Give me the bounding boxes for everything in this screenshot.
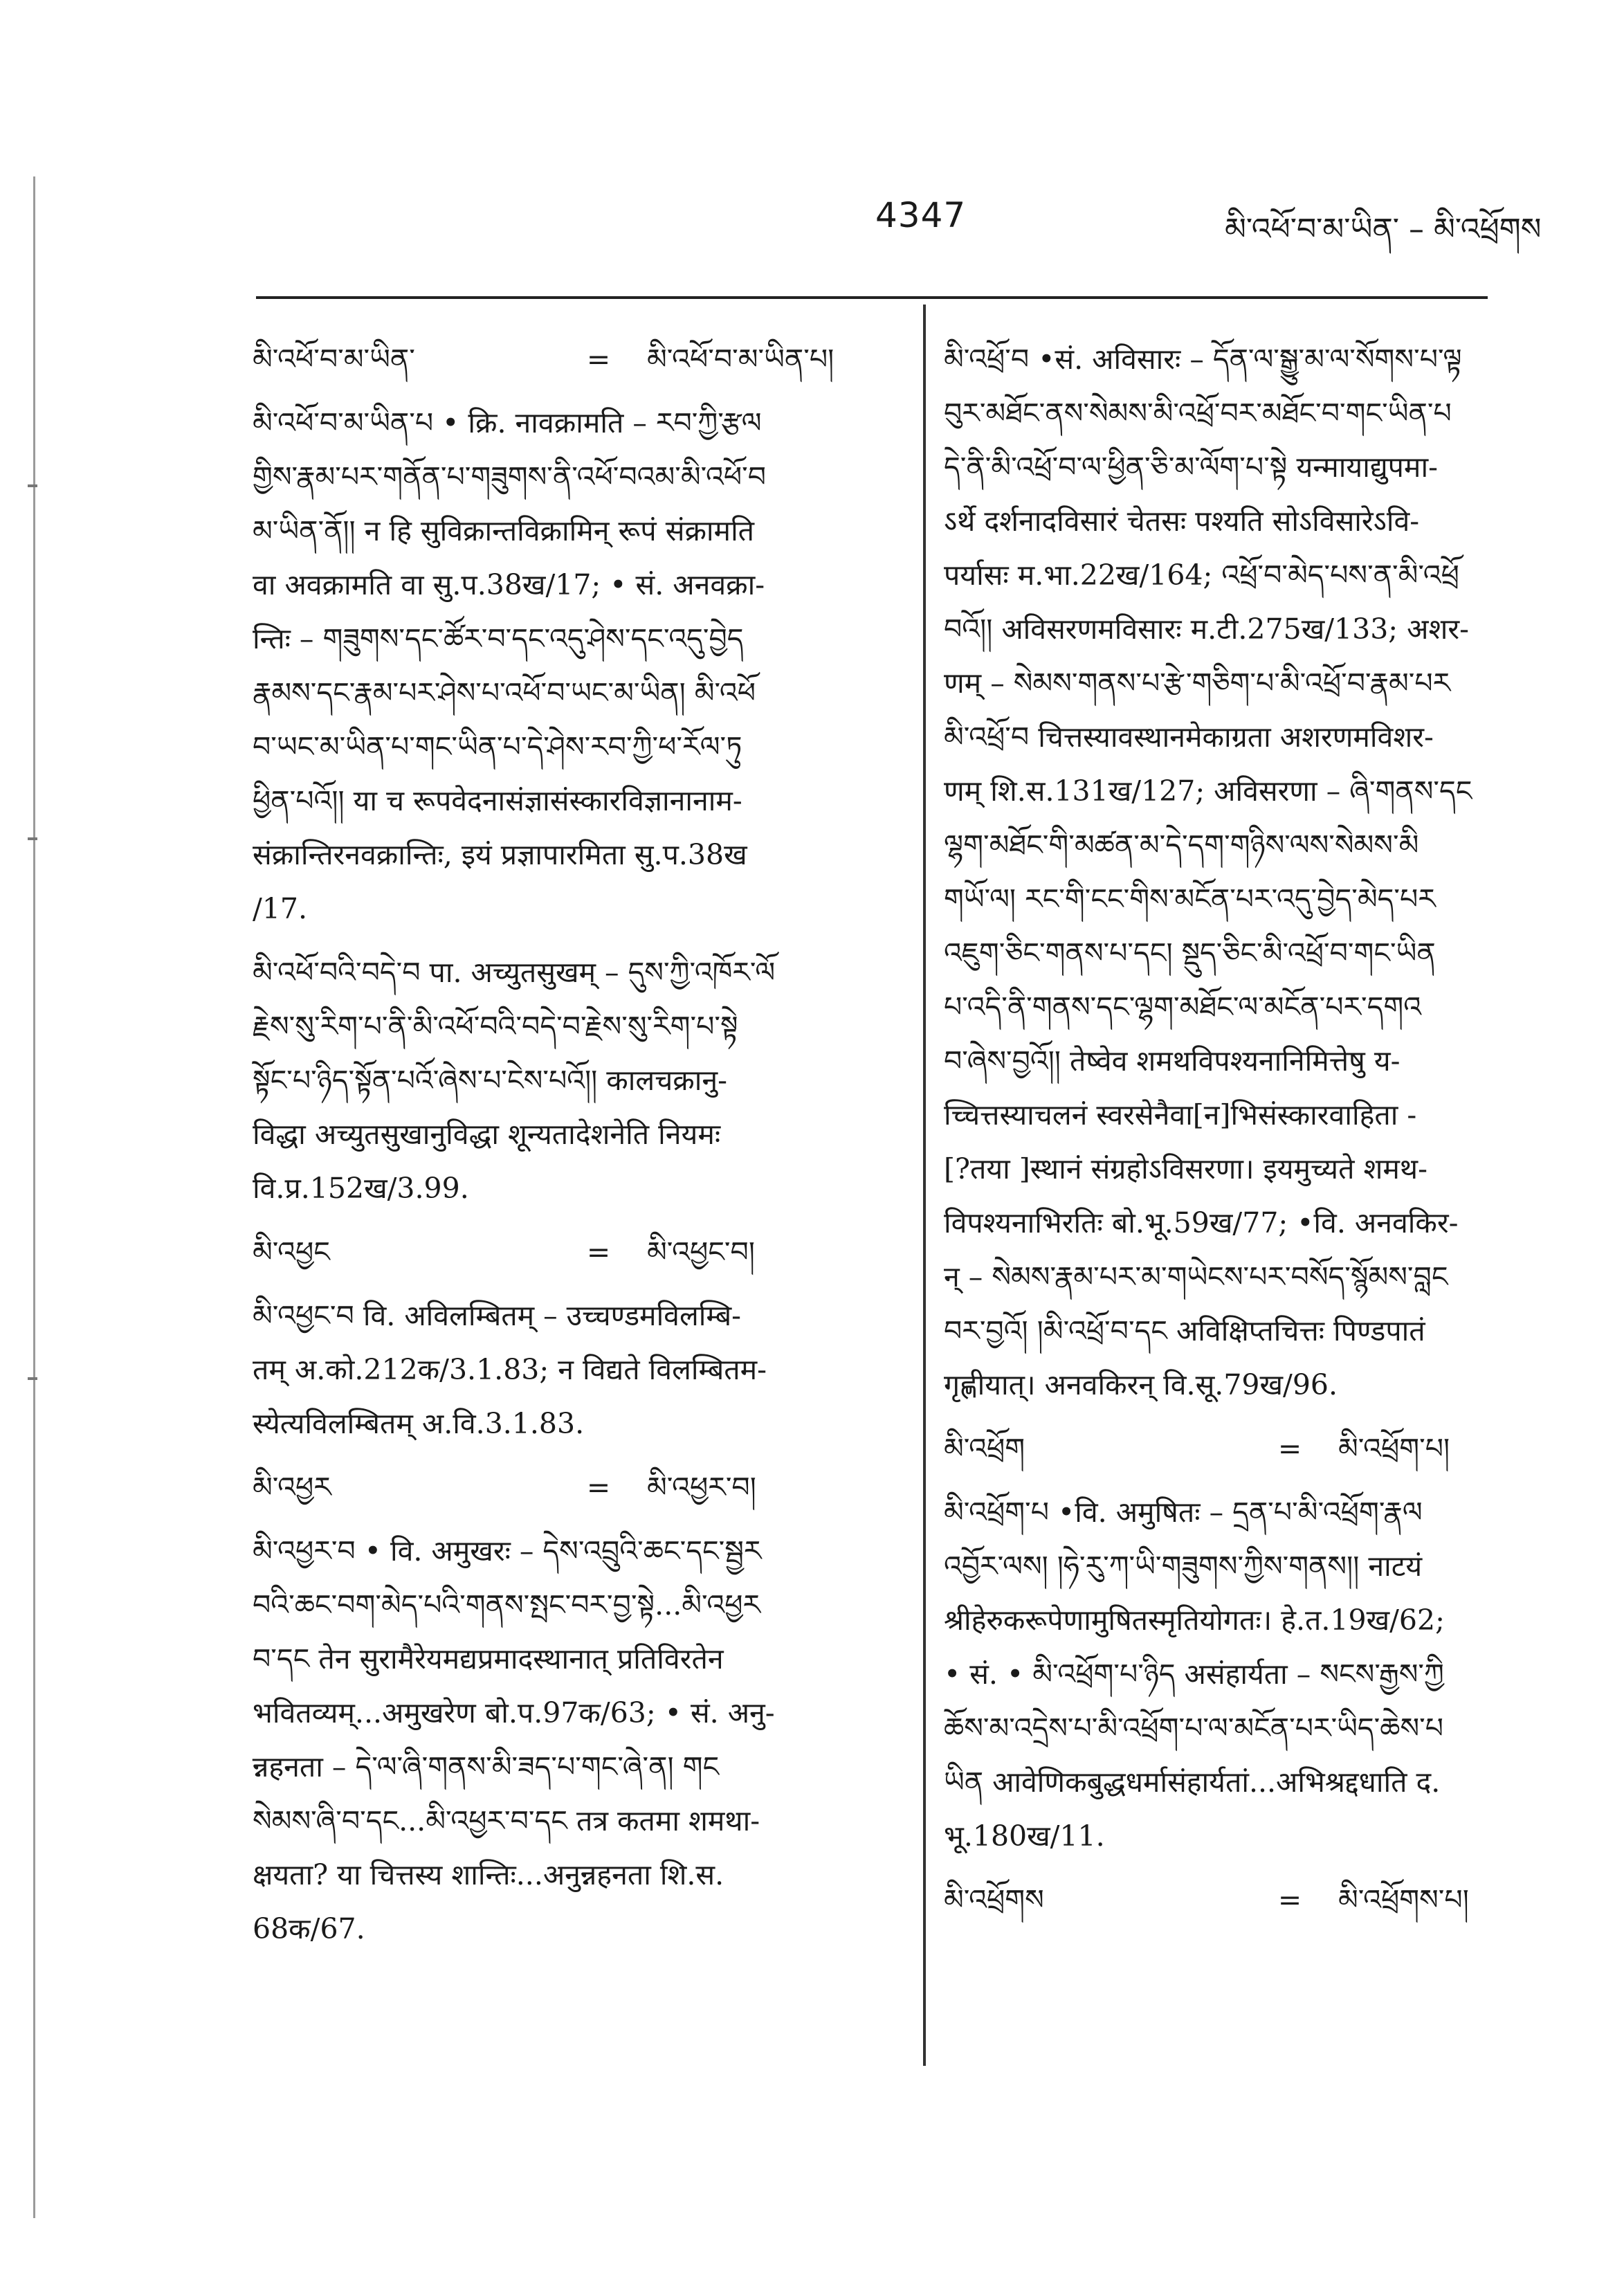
headword: མི་འཕྲོག [944, 1432, 1025, 1465]
column-divider [923, 305, 926, 2066]
left-column [253, 332, 910, 1965]
cross-reference-entry [253, 332, 910, 386]
xref-target: མི་འཕྱར་བ། [647, 1471, 756, 1504]
scan-margin-tick [28, 484, 37, 487]
headword: མི་འཕྲོགས [944, 1883, 1044, 1916]
cross-reference-entry [253, 1460, 910, 1514]
scan-margin-line [33, 176, 35, 2218]
xref-target: མི་འཕྱང་བ། [647, 1235, 755, 1269]
equals-sign: = [586, 1235, 611, 1269]
dictionary-entry: མི་འཕྱར་བ • वि. अमुखरः – དེས་འབྲུའི་ཆང་དང་སྦྱར བའི་ཆང་བག་མེད་པའི་གནས་སྤང་བར་བྱ་སྟེ...མི་འཕྱར བ་དང तेन सुरामैरेयमद्यप्रमादस्थानात् प्रतिविरतेन भवितव्यम्...अमुखरेण बो.प.97क/63; • सं. अनु- न्नहनता – དེ་ལ་ཞི་གནས་མི་ཟད་པ་གང་ཞེ་ན། གང སེམས་ཞི་བ་དང...མི་འཕྱར་བ་དང तत्र कतमा शमथा- क्षयता? या चित्तस्य शान्तिः...अनुन्नहनता शि.स. 68क/67. [253, 1534, 775, 1945]
dictionary-entry: མི་འཕྲོ་བ •सं. अविसारः – དོན་ལ་སྒྱུ་མ་ལ་སོགས་པ་ལྟ བུར་མཐོང་ནས་སེམས་མི་འཕྲོ་བར་མཐོང་བ་གང་ཡིན་པ དེ་ནི་མི་འཕྲོ་བ་ལ་ཕྱིན་ཅི་མ་ལོག་པ་སྟེ यन्मायाद्युपमा- ऽर्थे दर्शनादविसारं चेतसः पश्यति सोऽविसारेऽवि- पर्यासः म.भा.22ख/164; འཕྲོ་བ་མེད་པས་ན་མི་འཕྲོ བའོ།། अविसरणमविसारः म.टी.275ख/133; अशर- णम् – སེམས་གནས་པ་རྩེ་གཅིག་པ་མི་འཕྲོ་བ་རྣམ་པར མི་འཕྲོ་བ चित्तस्यावस्थानमेकाग्रता अशरणमविशर- णम् शि.स.131ख/127; अविसरणा – ཞི་གནས་དང ལྷག་མཐོང་གི་མཚན་མ་དེ་དག་གཉིས་ལས་སེམས་མི གཡོ་ལ། རང་གི་ངང་གིས་མངོན་པར་འདུ་བྱེད་མེད་པར འཇུག་ཅིང་གནས་པ་དང། སྡུད་ཅིང་མི་འཕྲོ་བ་གང་ཡིན པ་འདི་ནི་གནས་དང་ལྷག་མཐོང་ལ་མངོན་པར་དགའ བ་ཞེས་བྱའོ།། तेष्वेव शमथविपश्यनानिमित्तेषु य- च्चित्तस्याचलनं स्वरसेनैवा[न]भिसंस्कारवाहिता - [?तया ]स्थानं संग्रहोऽविसरणा। इयमुच्यते शमथ- विपश्यनाभिरतिः बो.भू.59ख/77; •वि. अनवकिर- न् – སེམས་རྣམ་པར་མ་གཡེངས་པར་བསོད་སྙོམས་བླང བར་བྱའོ། །མི་འཕྲོ་བ་དང अविक्षिप्तचित्तः पिण्डपातं गृह्णीयात्। अनवकिरन् वि.सू.79ख/96. [944, 343, 1472, 1401]
dictionary-entry: མི་འཕོ་བའི་བདེ་བ पा. अच्युतसुखम् – དུས་ཀྱི་འཁོར་ལོ རྗེས་སུ་རིག་པ་ནི་མི་འཕོ་བའི་བདེ་བ་རྗེས་སུ་རིག་པ་སྟེ སྟོང་པ་ཉིད་སྟོན་པའོ་ཞེས་པ་ངེས་པའོ།། कालचक्रानु- विद्धा अच्युतसुखानुविद्धा शून्यतादेशनेति नियमः वि.प्र.152ख/3.99. [253, 956, 776, 1205]
equals-sign: = [586, 343, 611, 376]
equals-sign: = [1277, 1432, 1302, 1465]
cross-reference-entry [944, 1873, 1567, 1927]
headword: མི་འཕྱར [253, 1471, 331, 1504]
xref-target: མི་འཕྲོག་པ། [1338, 1432, 1450, 1465]
xref-target: མི་འཕྲོགས་པ། [1338, 1883, 1469, 1916]
right-column [944, 332, 1567, 1936]
headword: མི་འཕོ་བ་མ་ཡིན་ [253, 343, 415, 376]
scan-margin-tick [28, 1377, 37, 1380]
dictionary-entry: མི་འཕྲོག་པ •वि. अमुषितः – དྲན་པ་མི་འཕྲོག་རྣལ འབྱོར་ལས། །ཧེ་རུ་ཀ་ཡི་གཟུགས་ཀྱིས་གནས།། नाटयं श्रीहेरुकरूपेणामुषितस्मृतियोगतः। हे.त.19ख/62; • सं. • མི་འཕྲོག་པ་ཉིད असंहार्यता – སངས་རྒྱས་ཀྱི ཆོས་མ་འདྲེས་པ་མི་འཕྲོག་པ་ལ་མངོན་པར་ཡིད་ཆེས་པ ཡིན आवेणिकबुद्धधर्मासंहार्यतां...अभिश्रद्दधाति द. भू.180ख/11. [944, 1496, 1445, 1853]
running-head: མི་འཕོ་བ་མ་ཡིན་ – མི་འཕྲོགས [1225, 212, 1542, 247]
xref-target: མི་འཕོ་བ་མ་ཡིན་པ། [647, 343, 834, 376]
header-rule [256, 296, 1488, 299]
scan-margin-tick [28, 837, 37, 840]
headword: མི་འཕྱང [253, 1235, 330, 1269]
equals-sign: = [1277, 1883, 1302, 1916]
cross-reference-entry [253, 1225, 910, 1279]
equals-sign: = [586, 1471, 611, 1504]
page-number: 4347 [875, 195, 967, 235]
dictionary-entry: མི་འཕོ་བ་མ་ཡིན་པ • क्रि. नावक्रामति – རབ་ཀྱི་རྩལ གྱིས་རྣམ་པར་གནོན་པ་གཟུགས་ནི་འཕོ་བའམ་མི་འཕོ་བ མ་ཡིན་ནོ།། न हि सुविक्रान्तविक्रामिन् रूपं संक्रामति वा अवक्रामति वा सु.प.38ख/17; • सं. अनवक्रा- न्तिः – གཟུགས་དང་ཚོར་བ་དང་འདུ་ཤེས་དང་འདུ་བྱེད རྣམས་དང་རྣམ་པར་ཤེས་པ་འཕོ་བ་ཡང་མ་ཡིན། མི་འཕོ བ་ཡང་མ་ཡིན་པ་གང་ཡིན་པ་དེ་ཤེས་རབ་ཀྱི་ཕ་རོལ་ཏུ ཕྱིན་པའོ།། या च रूपवेदनासंज्ञासंस्कारविज्ञानानाम- संक्रान्तिरनवक्रान्तिः, इयं प्रज्ञापारमिता सु.प.38ख /17. [253, 406, 767, 925]
cross-reference-entry [944, 1422, 1567, 1476]
dictionary-entry: མི་འཕྱང་བ वि. अविलम्बितम् – उच्चण्डमविलम्बि- तम् अ.को.212क/3.1.83; न विद्यते विलम्बितम- स्येत्यविलम्बितम् अ.वि.3.1.83. [253, 1299, 767, 1440]
